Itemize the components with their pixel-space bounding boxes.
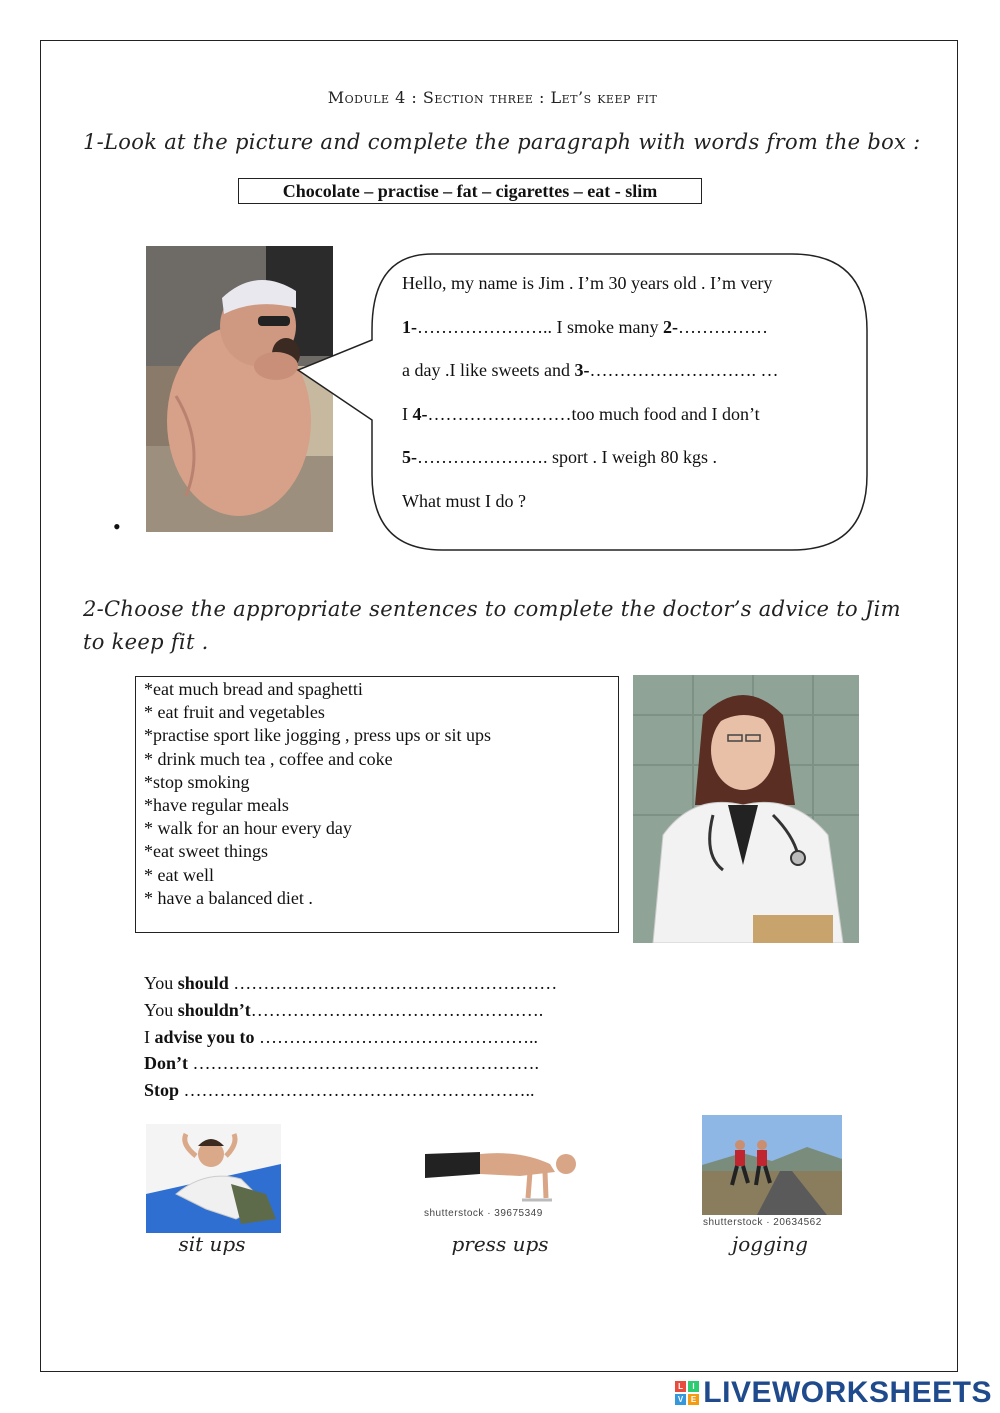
worksheet-title: Module 4 : Section three : Let’s keep fit bbox=[327, 88, 658, 107]
watermark-jogging: shutterstock · 20634562 bbox=[703, 1217, 822, 1228]
word-box: Chocolate – practise – fat – cigarettes – eat - slim bbox=[238, 178, 702, 204]
bubble-paragraph bbox=[402, 262, 852, 523]
advice-option: *practise sport like jogging , press ups or sit ups bbox=[144, 725, 491, 746]
advice-option: *stop smoking bbox=[144, 771, 250, 792]
caption-sit-ups: sit ups bbox=[178, 1232, 246, 1256]
sentence-advise[interactable]: I advise you to ……………………………………….. bbox=[144, 1026, 539, 1047]
caption-jogging: jogging bbox=[732, 1232, 808, 1256]
bubble-line-3: a day .I like sweets and 3-………………………. … bbox=[402, 360, 779, 380]
bubble-line-6: What must I do ? bbox=[402, 490, 526, 511]
advice-option: * drink much tea , coffee and coke bbox=[144, 748, 393, 769]
bubble-line-1: Hello, my name is Jim . I’m 30 years old . I’m very bbox=[402, 273, 773, 293]
bullet: • bbox=[113, 514, 121, 539]
advice-options-box bbox=[135, 676, 619, 933]
advice-option: *eat much bread and spaghetti bbox=[144, 679, 363, 699]
sentence-dont[interactable]: Don’t …………………………………………………. bbox=[144, 1053, 539, 1074]
doctor-photo bbox=[633, 675, 859, 943]
liveworksheets-brand[interactable] bbox=[675, 1376, 992, 1410]
advice-option: * eat well bbox=[144, 864, 214, 885]
bubble-line-4: I 4-……………………too much food and I don’t bbox=[402, 403, 760, 424]
jogging-photo bbox=[702, 1115, 842, 1231]
sentence-should[interactable]: You should ……………………………………………… bbox=[144, 973, 558, 993]
sentence-stop[interactable]: Stop ………………………………………………….. bbox=[144, 1080, 535, 1101]
advice-option: *have regular meals bbox=[144, 795, 289, 816]
exercise1-instruction: 1-Look at the picture and complete the paragraph with words from the box : bbox=[83, 130, 921, 154]
bubble-line-2: 1-………………….. I smoke many 2-…………… bbox=[402, 316, 768, 337]
advice-option: * have a balanced diet . bbox=[144, 887, 313, 908]
advice-option: * eat fruit and vegetables bbox=[144, 702, 325, 723]
completion-sentences bbox=[144, 970, 557, 1104]
sentence-shouldnt[interactable]: You shouldn’t…………………………………………. bbox=[144, 999, 544, 1020]
caption-press-ups: press ups bbox=[451, 1232, 549, 1256]
sit-ups-photo bbox=[146, 1124, 281, 1233]
bubble-line-5: 5-…………………. sport . I weigh 80 kgs . bbox=[402, 447, 717, 467]
advice-option: *eat sweet things bbox=[144, 841, 268, 862]
exercise2-instruction: 2-Choose the appropriate sentences to complete the doctor’s advice to Jim to keep fit . bbox=[83, 597, 901, 654]
watermark-press-ups: shutterstock · 39675349 bbox=[424, 1208, 543, 1219]
brand-text: LIVEWORKSHEETS bbox=[703, 1376, 992, 1409]
liveworksheets-logo-icon: L I V E bbox=[675, 1381, 699, 1405]
advice-option: * walk for an hour every day bbox=[144, 818, 352, 839]
press-ups-photo bbox=[420, 1142, 580, 1222]
